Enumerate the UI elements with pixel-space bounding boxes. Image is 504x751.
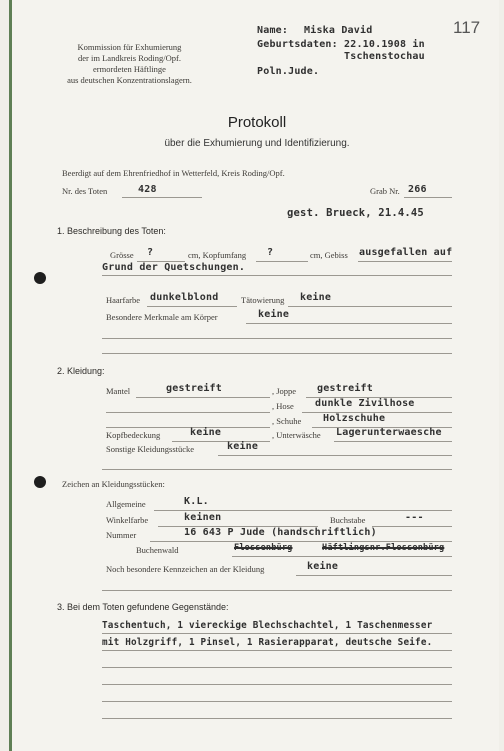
punch-hole-top [34,272,46,284]
schuhe-label: , Schuhe [272,416,302,426]
dead-nr-label: Nr. des Toten [62,186,108,196]
struck-flossenbuerg: Flossenbürg [234,543,293,553]
section-1-title: 1. Beschreibung des Toten: [57,226,166,236]
hose-value: dunkle Zivilhose [315,398,415,409]
items-line-1: Taschentuch, 1 viereckige Blechschachtel, 1 Taschenmesser [102,620,433,631]
marks-section-title: Zeichen an Kleidungsstücken: [62,479,165,489]
document-title: Protokoll [227,114,287,131]
buchenwald-label: Buchenwald [136,545,179,555]
mantel-label: Mantel [106,386,131,396]
sonstige-label: Sonstige Kleidungsstücke [106,444,195,454]
kopfbedeckung-label: Kopfbedeckung [106,430,161,440]
commission-header [52,42,207,86]
buchstabe-label: Buchstabe [330,515,366,525]
gebiss-continued: Grund der Quetschungen. [102,262,246,273]
items-line-2: mit Holzgriff, 1 Pinsel, 1 Rasierapparat, deutsche Seife. [102,637,433,648]
document-page [9,0,499,751]
joppe-value: gestreift [317,383,373,394]
merkmale-value: keine [258,309,290,320]
person-origin: Poln.Jude. [257,66,320,77]
merkmale-label: Besondere Merkmale am Körper [106,312,218,322]
groesse-value: ? [147,247,154,258]
schuhe-value: Holzschuhe [323,413,386,424]
commission-line-3: ermordeten Häftlinge [93,64,166,74]
gebiss-label: cm, Gebiss [310,250,348,260]
commission-line-1: Kommission für Exhumierung [77,42,182,52]
winkelfarbe-label: Winkelfarbe [106,515,149,525]
haarfarbe-label: Haarfarbe [106,295,140,305]
noch-kennzeichen-value: keine [307,561,339,572]
person-name-label: Name: [257,25,289,36]
dead-nr-value: 428 [138,184,157,195]
commission-line-2: der im Landkreis Roding/Opf. [78,53,181,63]
allgemeine-value: K.L. [184,496,209,507]
person-name-value: Miska David [304,25,373,36]
section-3-title: 3. Bei dem Toten gefundene Gegenstände: [57,602,229,612]
kopfumfang-label: cm, Kopfumfang [188,250,247,260]
gebiss-value: ausgefallen auf [359,247,453,258]
person-birth-value: 22.10.1908 in [344,39,425,50]
buchstabe-value: --- [405,512,424,523]
sonstige-value: keine [227,441,259,452]
mantel-value: gestreift [166,383,222,394]
kopfbedeckung-value: keine [190,427,222,438]
taetowierung-label: Tätowierung [241,295,285,305]
allgemeine-label: Allgemeine [106,499,146,509]
haarfarbe-value: dunkelblond [150,292,219,303]
burial-text: Beerdigt auf dem Ehrenfriedhof in Wetterfeld, Kreis Roding/Opf. [62,168,285,178]
nummer-label: Nummer [106,530,137,540]
section-2-title: 2. Kleidung: [57,366,105,376]
kopfumfang-value: ? [267,247,274,258]
joppe-label: , Joppe [272,386,297,396]
commission-line-4: aus deutschen Konzentrationslagern. [67,75,192,85]
document-subtitle: über die Exhumierung und Identifizierung. [164,138,350,149]
nummer-value: 16 643 P Jude (handschriftlich) [184,527,377,538]
grave-value: 266 [408,184,427,195]
struck-haeftlingsnr: Häftlingsnr.Flossenbürg [322,543,445,553]
hose-label: , Hose [272,401,294,411]
death-note: gest. Brueck, 21.4.45 [287,207,424,219]
punch-hole-bottom [34,476,46,488]
person-birth-place: Tschenstochau [344,51,425,62]
unterwaesche-value: Lagerunterwaesche [336,427,442,438]
groesse-label: Grösse [110,250,134,260]
unterwaesche-label: , Unterwäsche [272,430,321,440]
page-number: 117 [453,18,481,37]
noch-kennzeichen-label: Noch besondere Kennzeichen an der Kleidung [106,564,265,574]
winkelfarbe-value: keinen [184,512,222,523]
person-birth-label: Geburtsdaten: [257,39,338,50]
taetowierung-value: keine [300,292,332,303]
grave-label: Grab Nr. [370,186,400,196]
